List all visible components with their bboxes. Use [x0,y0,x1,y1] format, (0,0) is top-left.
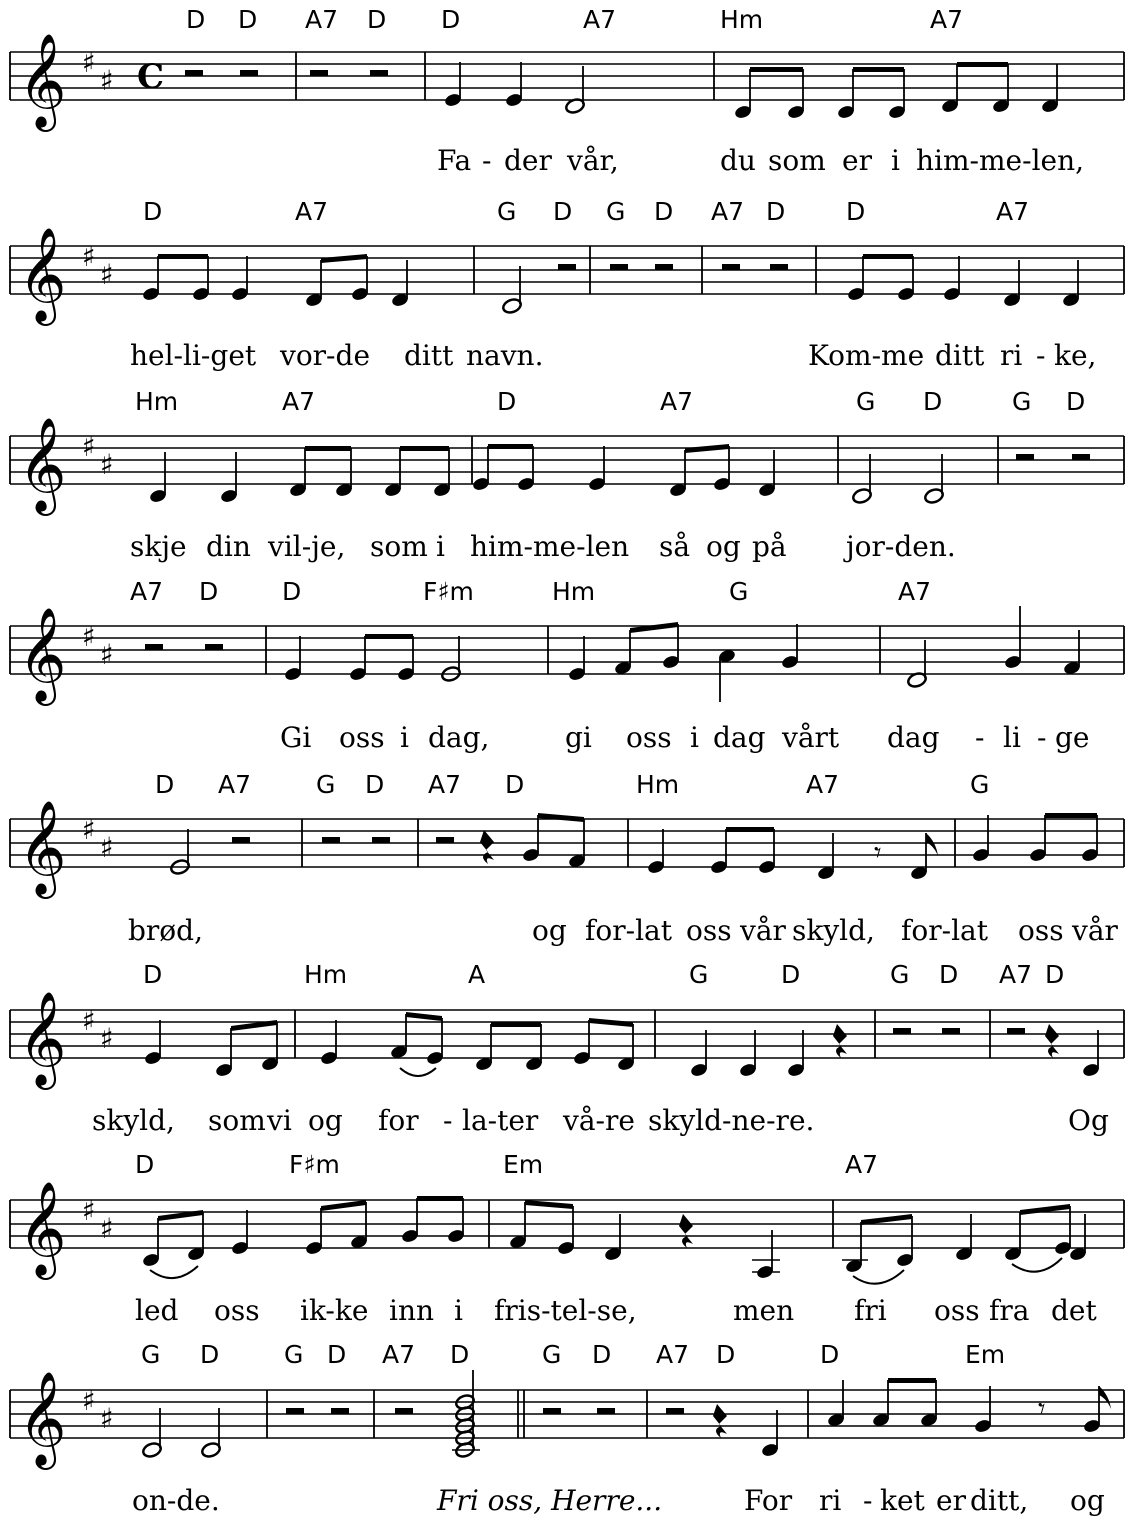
eighth-pair [142,1210,206,1268]
chord: F♯m [423,577,474,606]
half-rest [543,1408,561,1414]
system-8 [10,1340,1124,1517]
lyric: er [936,1484,966,1517]
sharp-icon: ♯ [82,240,96,273]
lyric: oss [626,721,672,754]
lyric: him-me-len [470,530,630,563]
eighth-pair [669,444,732,498]
lyric: du [720,144,756,177]
half-rest [942,1028,960,1034]
eighth-pair [573,1018,636,1072]
sharp-icon: ♯ [100,638,114,671]
lyric: din [206,530,251,563]
lyric: som [768,144,826,177]
lyric: skyld, [792,914,875,947]
chord: A7 [382,1340,416,1369]
half-rest [893,1028,911,1034]
eighth-pair [215,1020,280,1078]
lyric: oss [1018,914,1064,947]
chord: A7 [845,1150,879,1179]
half-rest [232,837,250,843]
chord: D [441,5,461,34]
chord: D [766,197,786,226]
lyric: ket [880,1484,925,1517]
chord: Hm [135,387,179,416]
staff [10,819,1124,867]
lyric: ditt [935,339,985,372]
lyric: vi [267,1104,292,1137]
lyric: som [208,1104,266,1137]
half-rest [185,70,203,76]
lyric: på [752,530,787,563]
sharp-icon: ♯ [82,1004,96,1037]
chord: D [143,960,163,989]
chord: D [365,770,385,799]
chord: D [135,1150,155,1179]
quarter-rest [833,1024,847,1058]
lyric: og [532,914,567,947]
sharp-icon: ♯ [100,1022,114,1055]
lyric: Fa [437,144,472,177]
chord: D [654,197,674,226]
lyric: on-de. [132,1484,220,1517]
treble-clef-icon: 𝄞 [18,33,67,128]
eighth-pair [614,622,681,676]
lyric: skyld, [92,1104,175,1137]
chord: D [923,387,943,416]
chord: G [316,770,336,799]
half-rest [372,837,390,843]
half-rest [240,70,258,76]
lyric: for-lat [901,914,988,947]
sharp-icon: ♯ [100,258,114,291]
lyric: skyld-ne-re. [648,1104,815,1137]
lyric: ditt, [970,1484,1029,1517]
chord: D [939,960,959,989]
half-rest [310,70,328,76]
lyric: - [443,1104,453,1137]
chord: D [553,197,573,226]
chord: G [890,960,910,989]
lyric: vårt [782,721,840,754]
lyric: som [370,530,428,563]
lyric: - [975,721,985,754]
lyric: la-ter [462,1104,539,1137]
staff [10,1390,1124,1438]
chord: Em [503,1150,544,1179]
chord: A7 [711,197,745,226]
chord: A7 [656,1340,690,1369]
lyric: vår [740,914,786,947]
chord: G [1012,387,1032,416]
sharp-icon: ♯ [100,64,114,97]
lyric: Gi [280,721,312,754]
lyric: og [706,530,741,563]
lyric: ge [1055,721,1090,754]
lyric: inn [389,1294,435,1327]
quarter-rest [1045,1024,1059,1058]
chord: D [846,197,866,226]
chord: D [143,197,163,226]
chord: D [282,577,302,606]
lyric: men [733,1294,795,1327]
chord: A7 [660,387,694,416]
lyric: og [1070,1484,1105,1517]
sharp-icon: ♯ [100,448,114,481]
chord: A [468,960,486,989]
lyric: det [1051,1294,1097,1327]
chord: D [820,1340,840,1369]
chord: A7 [999,960,1033,989]
half-rest [331,1408,349,1414]
sharp-icon: ♯ [100,831,114,864]
staff [10,436,1124,484]
lyric: jor-den. [846,530,956,563]
lyric: brød, [128,914,203,947]
lyric: vå-re [563,1104,635,1137]
slur [853,1270,904,1284]
sharp-icon: ♯ [82,813,96,846]
chord: G [606,197,626,226]
lyric: ditt [404,339,454,372]
lyric: i [400,721,409,754]
lyric: så [659,530,691,563]
lyric: ke, [1054,339,1097,372]
chord: D [367,5,387,34]
half-rest [655,264,673,270]
lyric: oss [934,1294,980,1327]
lyric: Og [1068,1104,1109,1137]
slur [1012,1258,1062,1272]
chord: Hm [304,960,348,989]
chord: D [199,577,219,606]
lyric: oss [214,1294,260,1327]
chord: F♯m [289,1150,340,1179]
lyric: vår, [567,144,619,177]
eighth-pair [837,67,907,120]
eighth-pair [845,1214,915,1274]
half-rest [770,264,788,270]
lyric: skje [130,530,187,563]
chord: D [200,1340,220,1369]
lyric: vår [1072,914,1118,947]
half-rest [436,837,454,843]
sharp-icon: ♯ [82,46,96,79]
chord: A7 [428,770,462,799]
chord: G [284,1340,304,1369]
half-rest [370,70,388,76]
eighth-rest: 𝄾 [874,836,882,869]
lyric: for-lat [585,914,672,947]
chord: G [729,577,749,606]
eighth-pair [475,1022,544,1072]
lyric: For [744,1484,793,1517]
lyric: - [1037,721,1047,754]
system-4 [10,577,1124,754]
lyric: led [135,1294,179,1327]
sharp-icon: ♯ [82,1384,96,1417]
lyric: fri [854,1294,887,1327]
chord: D [781,960,801,989]
lyric: ri [819,1484,842,1517]
quarter-rest [713,1404,727,1438]
lyric: navn. [466,339,544,372]
chord: G [497,197,517,226]
system-7 [10,1150,1124,1327]
treble-clef-icon: 𝄞 [18,227,67,322]
eighth-pair [522,813,587,869]
lyric: og [308,1104,343,1137]
chord: Hm [636,770,680,799]
half-rest [322,837,340,843]
lyric: li [1003,721,1021,754]
lyric: dag [713,721,766,754]
time-signature: C [137,57,165,97]
lyric: dag, [428,721,490,754]
half-rest [666,1408,684,1414]
chord: A7 [130,577,164,606]
system-1 [10,5,1124,177]
eighth-pair [734,67,806,120]
treble-clef-icon: 𝄞 [18,417,67,512]
lyric: i [436,530,445,563]
sharp-icon: ♯ [100,1402,114,1435]
lyric: for [378,1104,419,1137]
chord: G [141,1340,161,1369]
lyric: i [690,721,699,754]
chord: G [542,1340,562,1369]
lyric: ri [1000,339,1023,372]
chord: A7 [305,5,339,34]
chord: A7 [806,770,840,799]
chord: D [186,5,206,34]
lyric: fra [989,1294,1030,1327]
eighth-pair [872,1378,939,1428]
sharp-icon: ♯ [82,1194,96,1227]
lyric: dag [887,721,940,754]
chord: A7 [282,387,316,416]
half-rest [722,264,740,270]
treble-clef-icon: 𝄞 [18,1181,67,1276]
chord: A7 [583,5,617,34]
treble-clef-icon: 𝄞 [18,1371,67,1466]
chord: D [450,1340,470,1369]
treble-clef-icon: 𝄞 [18,607,67,702]
chord: A7 [218,770,252,799]
chord: D [716,1340,736,1369]
sharp-icon: ♯ [82,430,96,463]
system-2 [10,197,1124,372]
lyric: oss [339,721,385,754]
chord: Hm [720,5,764,34]
chord: A7 [930,5,964,34]
eighth-pair [305,254,370,308]
lyric: - [863,1484,873,1517]
lyric: him-me-len, [916,144,1085,177]
lyric: er [842,144,872,177]
half-rest [610,264,628,270]
half-rest [1016,454,1034,460]
chord: G [689,960,709,989]
chord: D [238,5,258,34]
treble-clef-icon: 𝄞 [18,800,67,895]
lyric: Kom-me [808,339,925,372]
system-5 [10,770,1124,947]
half-rest [145,644,163,650]
half-rest [286,1408,304,1414]
flag [926,833,938,856]
lyric: - [482,144,492,177]
half-rest [205,644,223,650]
lyric: ik-ke [300,1294,369,1327]
chord: G [970,770,990,799]
lyric: fris-tel-se, [494,1294,637,1327]
chord: Em [965,1340,1006,1369]
slur [150,1266,198,1278]
chord: D [592,1340,612,1369]
lyric: i [454,1294,463,1327]
quarter-rest [480,830,494,864]
chord: A7 [295,197,329,226]
slur [400,1068,436,1076]
lyric: der [504,144,552,177]
sharp-icon: ♯ [82,620,96,653]
sharp-icon: ♯ [100,1212,114,1245]
chord: Hm [552,577,596,606]
chord: G [856,387,876,416]
chord: D [327,1340,347,1369]
lyric: Fri oss, Herre... [437,1484,663,1517]
chord: D [497,387,517,416]
system-3 [10,387,1124,563]
chord: A7 [996,197,1030,226]
lyric: gi [565,721,592,754]
half-rest [1007,1028,1025,1034]
half-rest [1072,454,1090,460]
lyric: oss [686,914,732,947]
chord: D [155,770,175,799]
lyric: i [891,144,900,177]
half-rest [597,1408,615,1414]
lyric: hel-li-get [130,339,257,372]
half-rest [558,264,576,270]
quarter-rest [679,1214,693,1248]
system-6 [10,960,1124,1137]
chord: D [1045,960,1065,989]
lyric: vor-de [280,339,371,372]
lyric: - [1036,339,1046,372]
lyric: vil-je, [268,530,346,563]
chord: D [505,770,525,799]
staff [10,626,1124,674]
treble-clef-icon: 𝄞 [18,991,67,1086]
chord: D [1066,387,1086,416]
half-rest [395,1408,413,1414]
eighth-rest: 𝄾 [1038,1392,1046,1425]
chord: A7 [898,577,932,606]
